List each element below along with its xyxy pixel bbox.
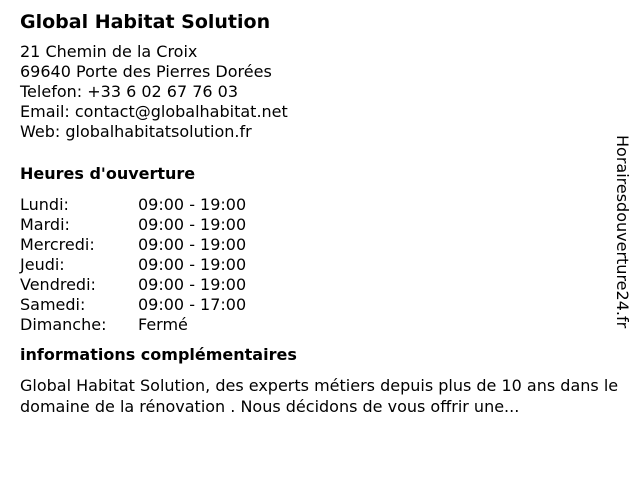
hours-day: Dimanche:	[20, 315, 107, 334]
hours-row-saturday	[20, 295, 620, 315]
hours-time: 09:00 - 17:00	[138, 295, 247, 314]
hours-day: Mercredi:	[20, 235, 95, 254]
hours-row-tuesday	[20, 215, 620, 235]
hours-day: Jeudi:	[20, 255, 65, 274]
business-card	[20, 10, 620, 417]
watermark-text: Horairesdouverture24.fr	[613, 135, 632, 329]
opening-hours-heading: Heures d'ouverture	[20, 164, 196, 183]
hours-day: Samedi:	[20, 295, 86, 314]
address-street: 21 Chemin de la Croix	[20, 42, 198, 61]
additional-info-heading: informations complémentaires	[20, 345, 297, 364]
hours-time: 09:00 - 19:00	[138, 255, 247, 274]
hours-row-friday	[20, 275, 620, 295]
hours-time: Fermé	[138, 315, 188, 334]
hours-time: 09:00 - 19:00	[138, 235, 247, 254]
hours-time: 09:00 - 19:00	[138, 215, 247, 234]
hours-row-wednesday	[20, 235, 620, 255]
business-name: Global Habitat Solution	[20, 11, 271, 33]
business-description: Global Habitat Solution, des experts métiers depuis plus de 10 ans dans le domaine de la rénovation . Nous décidons de vous offrir une...	[20, 376, 619, 416]
hours-day: Vendredi:	[20, 275, 96, 294]
hours-row-monday	[20, 195, 620, 215]
address-city: 69640 Porte des Pierres Dorées	[20, 62, 272, 81]
hours-row-sunday	[20, 315, 620, 335]
website-line: Web: globalhabitatsolution.fr	[20, 122, 252, 141]
email-line: Email: contact@globalhabitat.net	[20, 102, 288, 121]
hours-day: Lundi:	[20, 195, 69, 214]
opening-hours-table	[20, 195, 620, 335]
hours-row-thursday	[20, 255, 620, 275]
hours-time: 09:00 - 19:00	[138, 195, 247, 214]
phone-line: Telefon: +33 6 02 67 76 03	[20, 82, 239, 101]
hours-time: 09:00 - 19:00	[138, 275, 247, 294]
hours-day: Mardi:	[20, 215, 70, 234]
watermark	[612, 135, 632, 345]
